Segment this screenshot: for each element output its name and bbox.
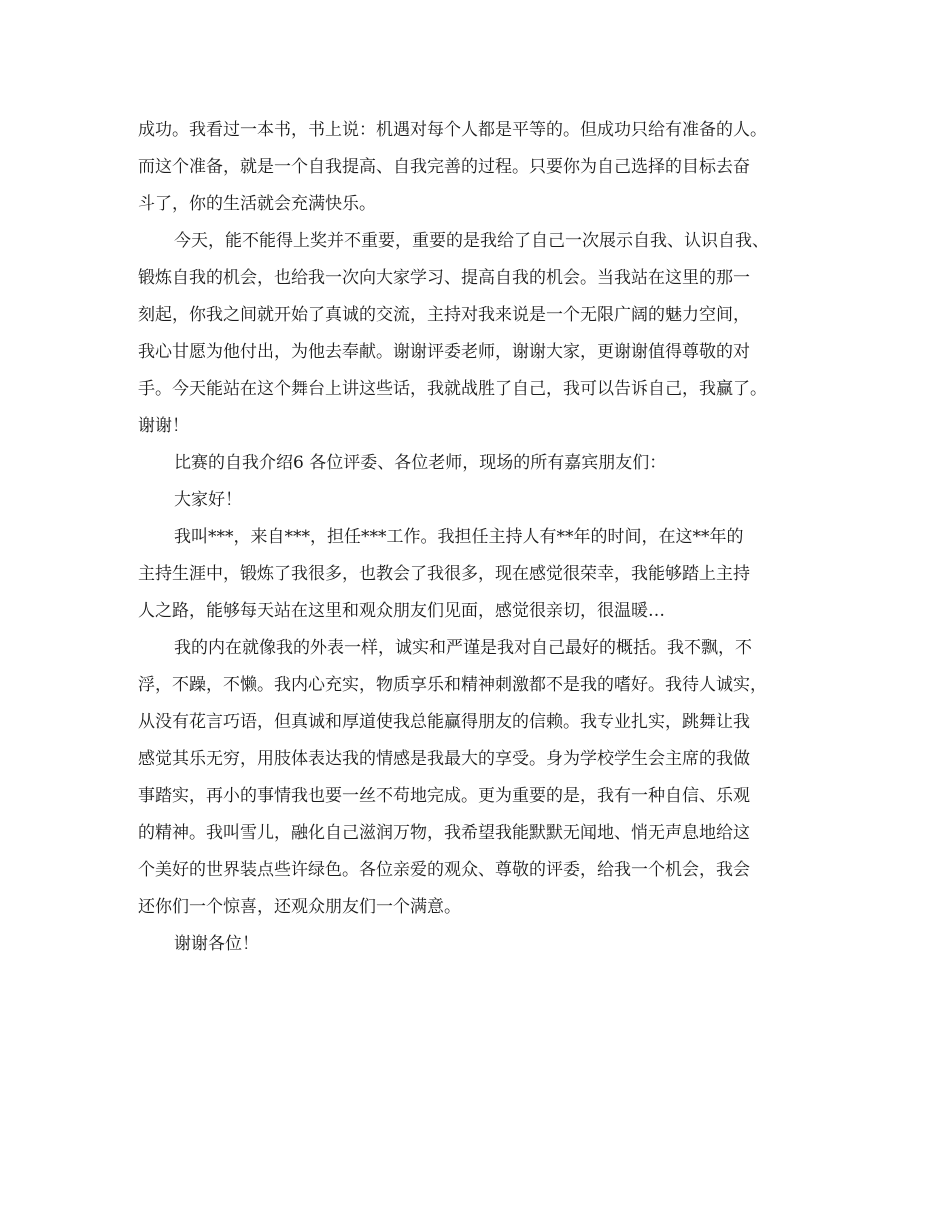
text-line: 锻炼自我的机会，也给我一次向大家学习、提高自我的机会。当我站在这里的那一 (138, 268, 750, 288)
paragraph-first-line: 今天，能不能得上奖并不重要，重要的是我给了自己一次展示自我、认识自我、 (174, 231, 769, 251)
text-line: 还你们一个惊喜，还观众朋友们一个满意。 (138, 897, 461, 917)
text-line: 我心甘愿为他付出，为他去奉献。谢谢评委老师，谢谢大家，更谢谢值得尊敬的对 (138, 342, 750, 362)
paragraph-first-line: 我叫***，来自***，担任***工作。我担任主持人有**年的时间，在这**年的 (174, 527, 744, 547)
text-line: 事踏实，再小的事情我也要一丝不苟地完成。更为重要的是，我有一种自信、乐观 (138, 786, 750, 806)
text-line: 人之路，能够每天站在这里和观众朋友们见面，感觉很亲切，很温暖… (138, 601, 665, 621)
text-line: 斗了，你的生活就会充满快乐。 (138, 194, 376, 214)
text-line: 个美好的世界装点些许绿色。各位亲爱的观众、尊敬的评委，给我一个机会，我会 (138, 860, 750, 880)
text-line: 感觉其乐无穷，用肢体表达我的情感是我最大的享受。身为学校学生会主席的我做 (138, 749, 750, 769)
text-line: 成功。我看过一本书，书上说：机遇对每个人都是平等的。但成功只给有准备的人。 (138, 120, 767, 140)
text-line: 主持生涯中，锻炼了我很多，也教会了我很多，现在感觉很荣幸，我能够踏上主持 (138, 564, 750, 584)
text-line: 手。今天能站在这个舞台上讲这些话，我就战胜了自己，我可以告诉自己，我赢了。 (138, 379, 767, 399)
text-line: 谢谢！ (138, 416, 189, 436)
text-line: 而这个准备，就是一个自我提高、自我完善的过程。只要你为自己选择的目标去奋 (138, 157, 750, 177)
text-line: 从没有花言巧语，但真诚和厚道使我总能赢得朋友的信赖。我专业扎实，跳舞让我 (138, 712, 750, 732)
greeting-line: 大家好！ (174, 490, 242, 510)
text-line: 的精神。我叫雪儿，融化自己滋润万物，我希望我能默默无闻地、悄无声息地给这 (138, 823, 750, 843)
closing-line: 谢谢各位！ (174, 934, 259, 954)
text-line: 浮，不躁，不懒。我内心充实，物质享乐和精神刺激都不是我的嗜好。我待人诚实， (138, 675, 767, 695)
paragraph-first-line: 我的内在就像我的外表一样，诚实和严谨是我对自己最好的概括。我不飘，不 (174, 638, 752, 658)
section-heading-line: 比赛的自我介绍6 各位评委、各位老师，现场的所有嘉宾朋友们： (174, 453, 667, 473)
text-line: 刻起，你我之间就开始了真诚的交流，主持对我来说是一个无限广阔的魅力空间， (138, 305, 750, 325)
